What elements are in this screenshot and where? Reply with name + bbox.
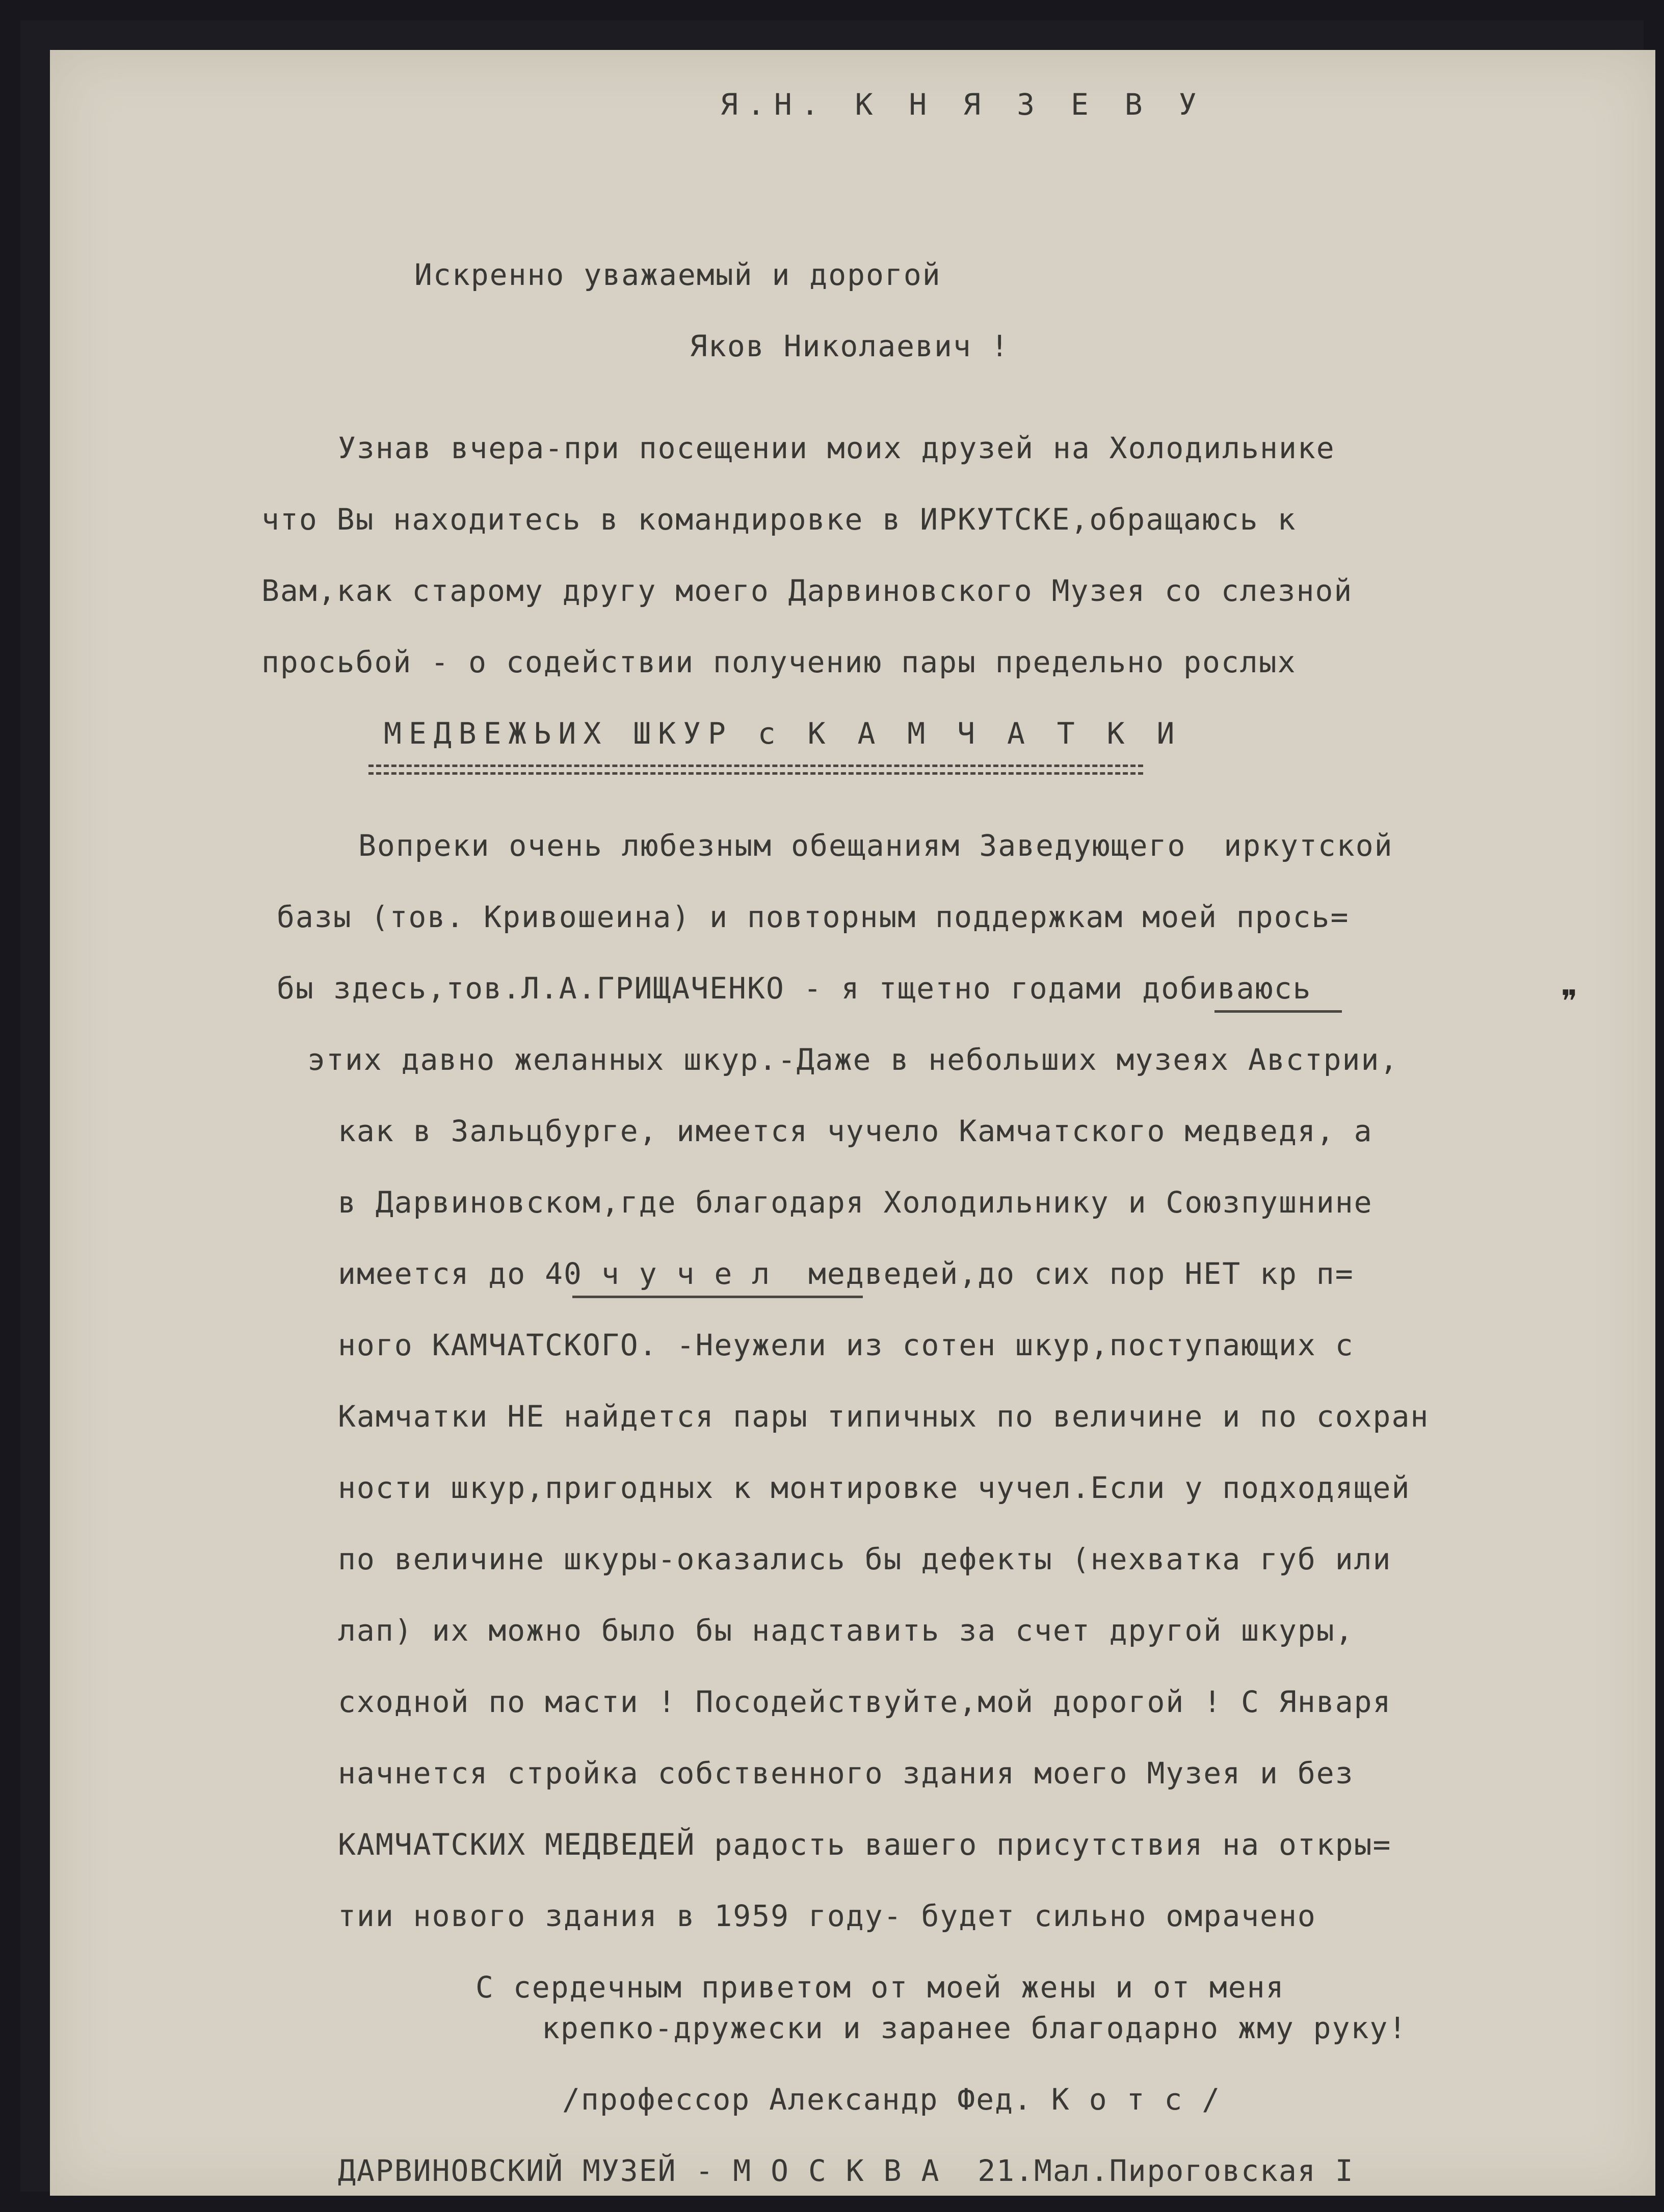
para2-line-6: в Дарвиновском,где благодаря Холодильнику и Союзпушнине (338, 1185, 1373, 1220)
para2-line-8: ного КАМЧАТСКОГО. -Неужели из сотен шкур,поступающих с (338, 1328, 1354, 1362)
addressee: Я.Н. К Н Я З Е В У (720, 87, 1206, 122)
scan-frame (20, 20, 1644, 2192)
para2-line-12: лап) их можно было бы надставить за счет другой шкуры, (338, 1613, 1354, 1648)
para2-line-4: этих давно желанных шкур.-Даже в небольших музеях Австрии, (307, 1042, 1399, 1077)
para1-line-3: Вам,как старому другу моего Дарвиновского Музея со слезной (261, 573, 1353, 608)
salutation-line-1: Искренно уважаемый и дорогой (414, 257, 941, 292)
para1-line-2: что Вы находитесь в командировке в ИРКУТСКЕ,обращаюсь к (261, 502, 1297, 537)
para2-line-2: базы (тов. Кривошеина) и повторным поддержкам моей прось= (277, 900, 1350, 934)
years-underline (1214, 1010, 1342, 1013)
para2-line-16: тии нового здания в 1959 году- будет сильно омрачено (338, 1899, 1316, 1933)
para2-line-15: КАМЧАТСКИХ МЕДВЕДЕЙ радость вашего присутствия на откры= (338, 1827, 1392, 1862)
para2-line-14: начнется стройка собственного здания моего Музея и без (338, 1756, 1354, 1790)
para1-line-4: просьбой - о содействии получению пары предельно рослых (261, 645, 1297, 679)
para2-line-3: бы здесь,тов.Л.А.ГРИЩАЧЕНКО - я тщетно годами добиваюсь (277, 971, 1312, 1006)
closing-line-1: С сердечным приветом от моей жены и от меня (476, 1970, 1285, 2005)
para2-line-1: Вопреки очень любезным обещаниям Заведующего иркутской (358, 828, 1393, 863)
para2-line-13: сходной по масти ! Посодействуйте,мой дорогой ! С Января (338, 1684, 1392, 1719)
heading-underline (368, 765, 1143, 775)
para2-line-11: по величине шкуры-оказались бы дефекты (нехватка губ или (338, 1542, 1392, 1576)
closing-line-2: крепко-дружески и заранее благодарно жму руку! (542, 2011, 1408, 2045)
salutation-line-2: Яков Николаевич ! (690, 329, 1010, 363)
para2-line-10: ности шкур,пригодных к монтировке чучел.Если у подходящей (338, 1470, 1411, 1505)
museum-address: ДАРВИНОВСКИЙ МУЗЕЙ - М О С К В А 21.Мал.Пироговская I (338, 2153, 1354, 2188)
para1-line-1: Узнав вчера-при посещении моих друзей на Холодильнике (338, 431, 1335, 465)
letter-page (50, 50, 1655, 2196)
para2-line-7: имеется до 40 ч у ч е л медведей,до сих пор НЕТ кр п= (338, 1256, 1354, 1291)
count-underline (572, 1296, 863, 1298)
para2-line-5: как в Зальцбурге, имеется чучело Камчатского медведя, а (338, 1114, 1373, 1148)
para2-line-9: Камчатки НЕ найдется пары типичных по величине и по сохран (338, 1399, 1430, 1434)
signature: /профессор Александр Фед. К о т с / (562, 2082, 1221, 2117)
section-heading: МЕДВЕЖЬИХ ШКУР с К А М Ч А Т К И (384, 716, 1182, 751)
ink-mark: ❞ (1561, 984, 1578, 1019)
